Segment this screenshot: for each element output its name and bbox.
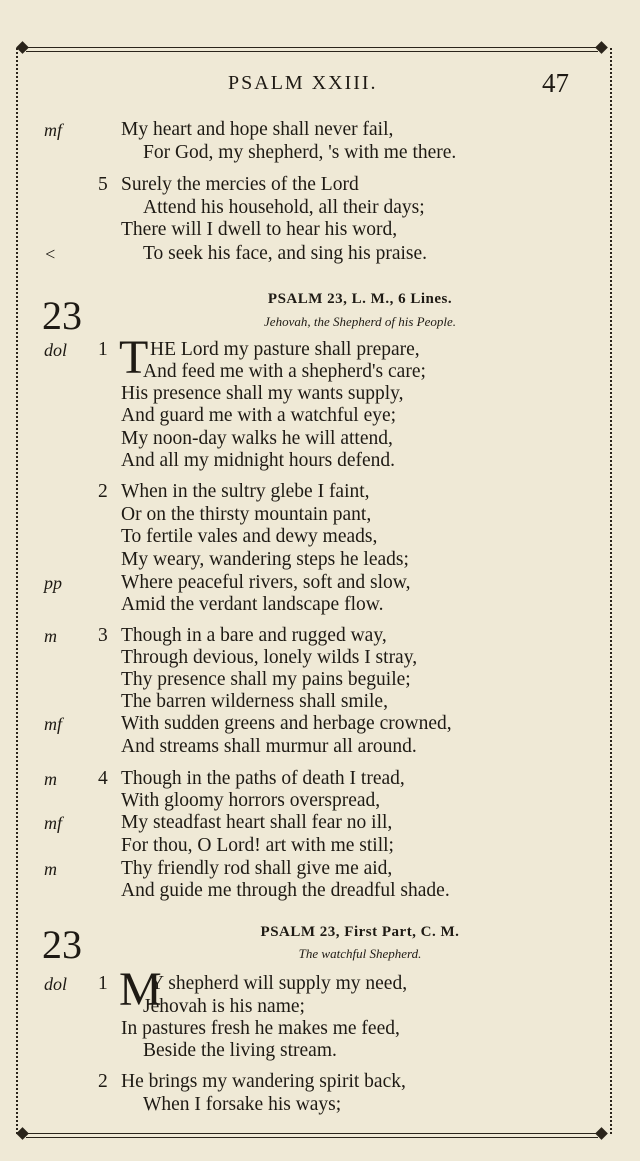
- verse-text: And guard me with a watchful eye;: [121, 405, 397, 426]
- running-head: PSALM XXIII.: [228, 72, 378, 94]
- dynamic-marking: mf: [44, 120, 62, 140]
- dynamic-marking: mf: [44, 813, 62, 833]
- stanza-number: 5: [98, 174, 108, 195]
- hymn-title-2: PSALM 23, First Part, C. M.: [260, 924, 460, 940]
- verse-text: And guide me through the dreadful shade.: [121, 880, 450, 901]
- verse-line: [0, 835, 640, 857]
- stanza-number: 2: [98, 481, 108, 502]
- verse-text: HE Lord my pasture shall prepare,: [150, 339, 420, 360]
- verse-text: In pastures fresh he makes me feed,: [121, 1018, 400, 1039]
- verse-line: [0, 594, 640, 616]
- verse-line: [0, 339, 640, 361]
- verse-line: [0, 197, 640, 219]
- verse-line: [0, 625, 640, 647]
- verse-text: And streams shall murmur all around.: [121, 736, 417, 757]
- bottom-rule-line: [26, 1133, 598, 1138]
- verse-line: [0, 361, 640, 383]
- verse-text: There will I dwell to hear his word,: [121, 219, 398, 240]
- verse-text: Amid the verdant landscape flow.: [121, 594, 384, 615]
- verse-line: [0, 219, 640, 241]
- verse-line: [0, 383, 640, 405]
- stanza-number: 2: [98, 1071, 108, 1092]
- verse-line: [0, 768, 640, 790]
- verse-text: With gloomy horrors overspread,: [121, 790, 381, 811]
- verse-line: [0, 572, 640, 594]
- verse-text: Though in a bare and rugged way,: [121, 625, 387, 646]
- verse-line: [0, 119, 640, 141]
- verse-text: And all my midnight hours defend.: [121, 450, 396, 471]
- verse-line: [0, 243, 640, 265]
- verse-line: [0, 669, 640, 691]
- verse-line: [0, 1040, 640, 1062]
- dynamic-marking: mf: [44, 714, 62, 734]
- verse-line: [0, 142, 640, 164]
- verse-line: [0, 450, 640, 472]
- verse-line: [0, 713, 640, 735]
- verse-text: Y shepherd will supply my need,: [150, 973, 408, 994]
- verse-text: Where peaceful rivers, soft and slow,: [121, 572, 411, 593]
- stanza-number: 1: [98, 339, 108, 360]
- page-header: [0, 68, 640, 102]
- verse-text: When I forsake his ways;: [143, 1094, 342, 1115]
- verse-text: Through devious, lonely wilds I stray,: [121, 647, 418, 668]
- verse-text: To fertile vales and dewy meads,: [121, 526, 378, 547]
- verse-line: [0, 880, 640, 902]
- page-number: 47: [542, 68, 569, 98]
- verse-line: [0, 481, 640, 503]
- drop-cap: T: [119, 331, 149, 384]
- verse-text: Jehovah is his name;: [143, 996, 305, 1017]
- hymn-number-2: 23: [42, 922, 82, 967]
- hymn-title: PSALM 23, L. M., 6 Lines.: [267, 291, 453, 307]
- verse-line: [0, 1018, 640, 1040]
- verse-text: Though in the paths of death I tread,: [121, 768, 405, 789]
- verse-line: [0, 1094, 640, 1116]
- verse-text: Attend his household, all their days;: [143, 197, 425, 218]
- dynamic-marking: dol: [44, 974, 68, 994]
- stanza-number: 1: [98, 973, 108, 994]
- verse-line: [0, 526, 640, 548]
- verse-line: [0, 858, 640, 880]
- verse-text: My noon-day walks he will attend,: [121, 428, 393, 449]
- verse-line: [0, 405, 640, 427]
- verse-text: Or on the thirsty mountain pant,: [121, 504, 372, 525]
- bottom-ornamental-rule: [16, 1128, 608, 1140]
- dynamic-marking: m: [44, 626, 57, 646]
- verse-text: Surely the mercies of the Lord: [121, 174, 359, 195]
- dynamic-marking: pp: [44, 573, 62, 593]
- verse-text: Thy friendly rod shall give me aid,: [121, 858, 393, 879]
- verse-line: [0, 647, 640, 669]
- verse-line: [0, 790, 640, 812]
- verse-text: For God, my shepherd, 's with me there.: [143, 142, 457, 163]
- verse-line: [0, 504, 640, 526]
- hymn-subtitle-2: The watchful Shepherd.: [298, 946, 422, 961]
- verse-line: [0, 736, 640, 758]
- dynamic-marking: m: [44, 859, 57, 879]
- verse-text: To seek his face, and sing his praise.: [143, 243, 428, 264]
- dynamic-marking: m: [44, 769, 57, 789]
- verse-text: My steadfast heart shall fear no ill,: [121, 812, 393, 833]
- stanza-number: 4: [98, 768, 108, 789]
- verse-line: [0, 812, 640, 834]
- verse-text: When in the sultry glebe I faint,: [121, 481, 370, 502]
- hymn-number: 23: [42, 293, 82, 338]
- dynamic-marking: dol: [44, 340, 68, 360]
- verse-line: [0, 1071, 640, 1093]
- verse-line: [0, 174, 640, 196]
- stanza-number: 3: [98, 625, 108, 646]
- dynamic-marking: <: [44, 244, 57, 264]
- verse-text: My weary, wandering steps he leads;: [121, 549, 409, 570]
- verse-line: [0, 973, 640, 995]
- verse-text: Thy presence shall my pains beguile;: [121, 669, 411, 690]
- verse-text: Beside the living stream.: [143, 1040, 337, 1061]
- verse-text: With sudden greens and herbage crowned,: [121, 713, 452, 734]
- verse-text: The barren wilderness shall smile,: [121, 691, 388, 712]
- hymn-subtitle: Jehovah, the Shepherd of his People.: [264, 314, 456, 329]
- verse-line: [0, 996, 640, 1018]
- verse-text: And feed me with a shepherd's care;: [143, 361, 426, 382]
- verse-line: [0, 549, 640, 571]
- verse-text: He brings my wandering spirit back,: [121, 1071, 406, 1092]
- verse-line: [0, 428, 640, 450]
- verse-line: [0, 691, 640, 713]
- verse-text: His presence shall my wants supply,: [121, 383, 404, 404]
- verse-text: My heart and hope shall never fail,: [121, 119, 394, 140]
- verse-text: For thou, O Lord! art with me still;: [121, 835, 394, 856]
- drop-cap-2: M: [119, 963, 162, 1016]
